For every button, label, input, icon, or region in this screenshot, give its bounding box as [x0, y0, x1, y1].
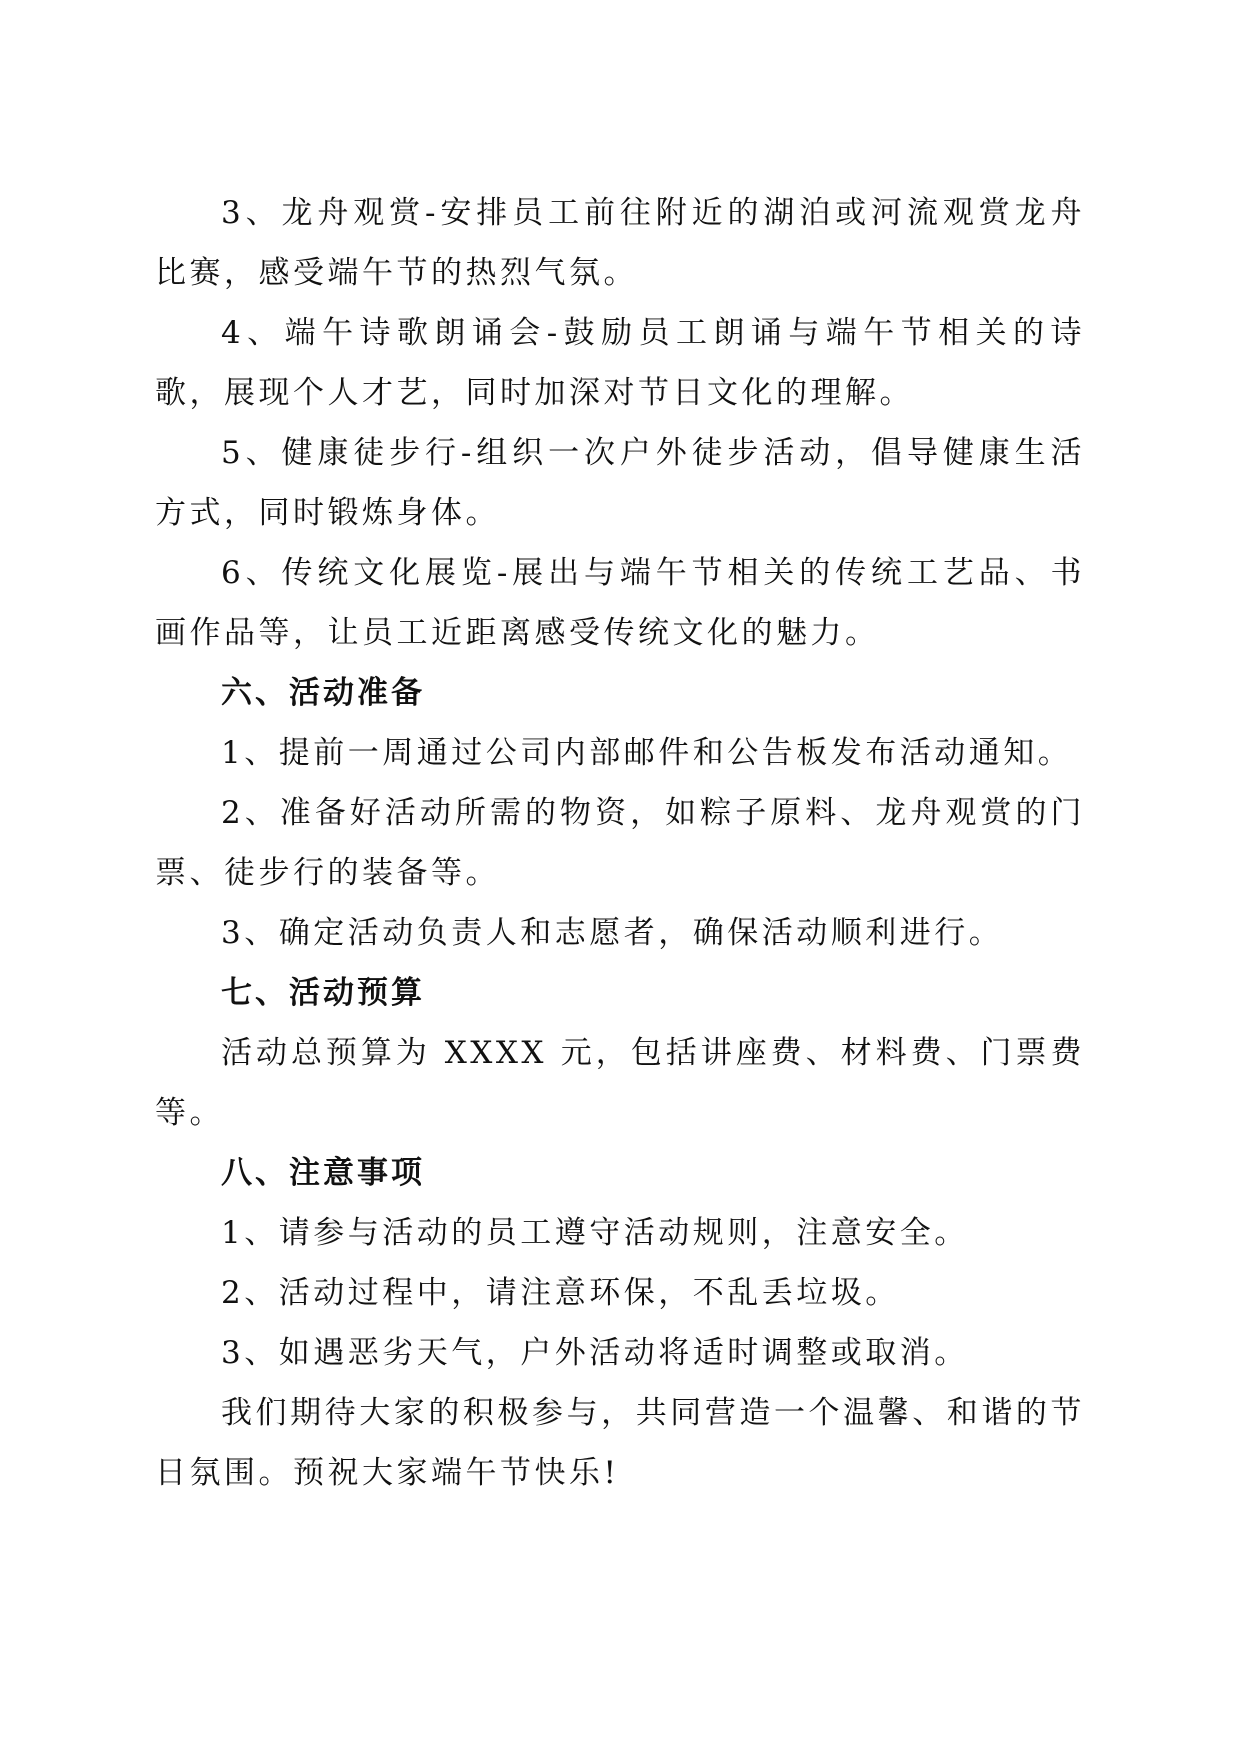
section-heading-notes: 八、注意事项 [221, 1155, 425, 1191]
paragraph-prep-materials: 2、准备好活动所需的物资，如粽子原料、龙舟观赏的门票、徒步行的装备等。 [155, 795, 1085, 891]
paragraph-hiking: 5、健康徒步行-组织一次户外徒步活动，倡导健康生活方式，同时锻炼身体。 [155, 435, 1085, 531]
paragraph-poetry-recital: 4、端午诗歌朗诵会-鼓励员工朗诵与端午节相关的诗歌，展现个人才艺，同时加深对节日文化的理解。 [155, 315, 1085, 411]
paragraph-prep-volunteers: 3、确定活动负责人和志愿者，确保活动顺利进行。 [221, 915, 1004, 951]
paragraph-note-environment: 2、活动过程中，请注意环保，不乱丢垃圾。 [221, 1275, 900, 1311]
document-page [155, 183, 1085, 1503]
paragraph-note-safety: 1、请参与活动的员工遵守活动规则，注意安全。 [221, 1215, 969, 1251]
section-heading-budget: 七、活动预算 [221, 975, 425, 1011]
paragraph-culture-exhibition: 6、传统文化展览-展出与端午节相关的传统工艺品、书画作品等，让员工近距离感受传统文化的魅力。 [155, 555, 1085, 651]
paragraph-closing: 我们期待大家的积极参与，共同营造一个温馨、和谐的节日氛围。预祝大家端午节快乐! [155, 1395, 1085, 1491]
section-heading-preparation: 六、活动准备 [221, 675, 425, 711]
paragraph-prep-notice: 1、提前一周通过公司内部邮件和公告板发布活动通知。 [221, 735, 1073, 771]
paragraph-dragon-boat-viewing: 3、龙舟观赏-安排员工前往附近的湖泊或河流观赏龙舟比赛，感受端午节的热烈气氛。 [155, 195, 1085, 291]
paragraph-note-weather: 3、如遇恶劣天气，户外活动将适时调整或取消。 [221, 1335, 969, 1371]
paragraph-budget: 活动总预算为 XXXX 元，包括讲座费、材料费、门票费等。 [155, 1035, 1085, 1131]
